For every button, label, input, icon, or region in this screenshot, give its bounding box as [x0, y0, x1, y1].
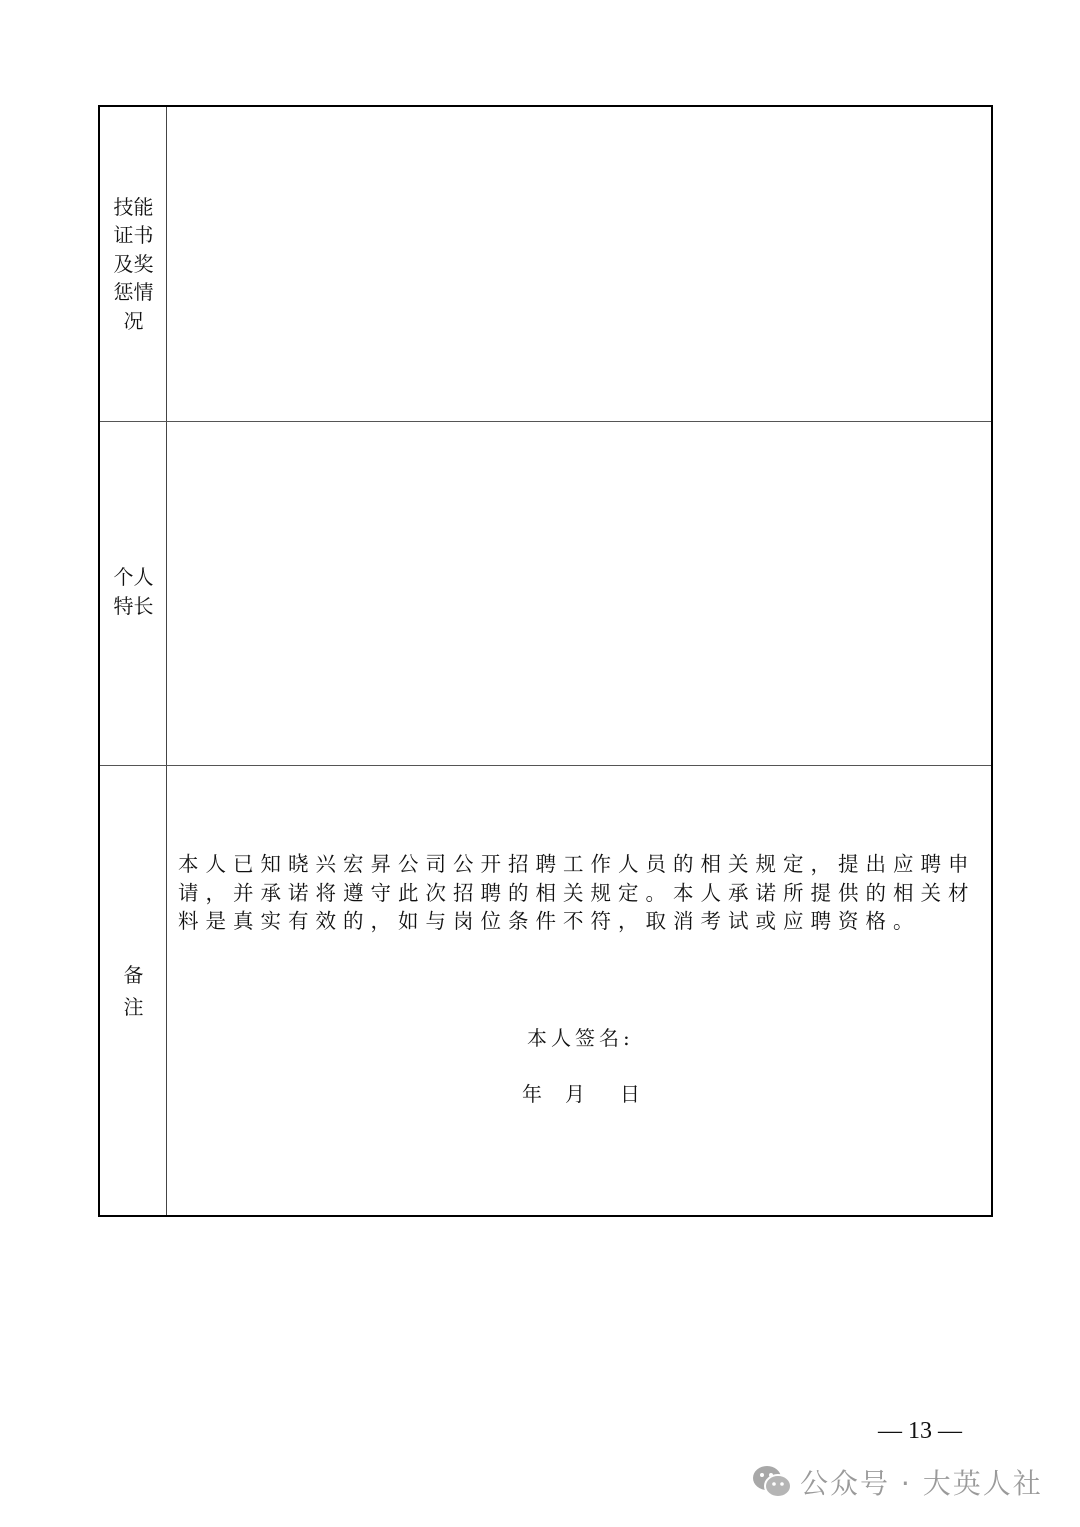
commitment-statement: 本人已知晓兴宏昇公司公开招聘工作人员的相关规定，提出应聘申请，并承诺将遵守此次招聘的相关规定。本人承诺所提供的相关材料是真实有效的，如与岗位条件不符，取消考试或应聘资格。	[178, 852, 976, 933]
wechat-icon	[752, 1465, 792, 1499]
date-day: 日	[620, 1082, 640, 1106]
date-month: 月	[565, 1082, 585, 1106]
label-text: 技能证书及奖惩情况	[113, 194, 154, 333]
date-year: 年	[522, 1082, 542, 1106]
row-divider	[100, 765, 991, 766]
signature-label: 本人签名:	[527, 1026, 634, 1050]
row-label-specialty	[100, 422, 167, 765]
page-number: — 13 —	[878, 1418, 962, 1444]
row-divider	[100, 421, 991, 422]
label-text: 备注	[123, 962, 144, 1019]
row-label-remarks	[100, 766, 167, 1215]
watermark	[752, 1462, 1043, 1502]
watermark-text: 公众号 · 大英人社	[800, 1467, 1043, 1500]
application-form-table	[98, 105, 993, 1217]
row-label-skills-awards	[100, 107, 167, 421]
label-text: 个人特长	[113, 565, 154, 618]
